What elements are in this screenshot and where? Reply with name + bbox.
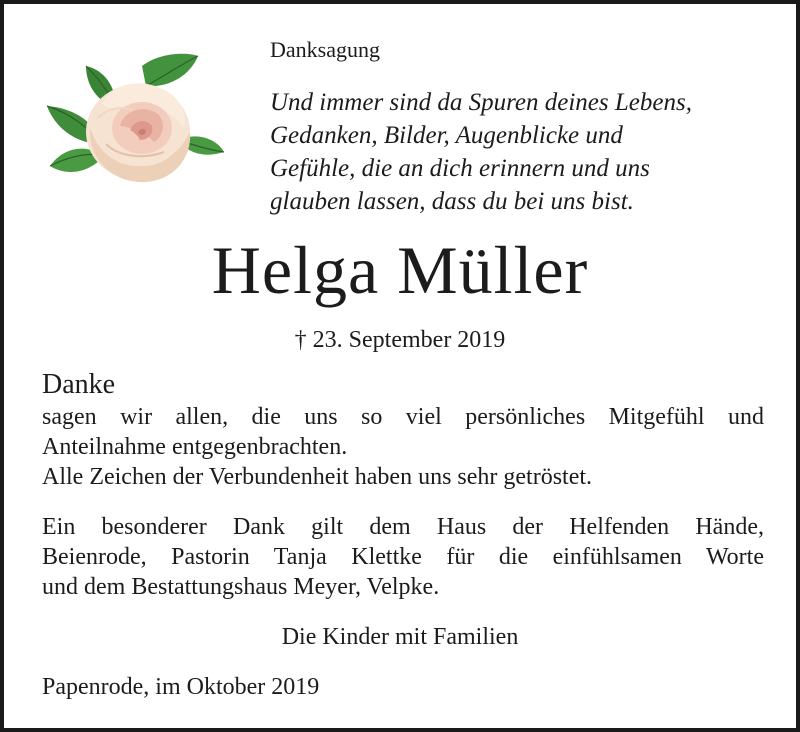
- thanks-title: Danke: [42, 369, 116, 400]
- poem-line: Und immer sind da Spuren deines Lebens,: [270, 89, 692, 116]
- poem-line: Gedanken, Bilder, Augenblicke und: [270, 122, 623, 149]
- paragraph-line: sagen wir allen, die uns so viel persönliches Mitgefühl und: [42, 404, 764, 430]
- paragraph-line: und dem Bestattungshaus Meyer, Velpke.: [42, 574, 440, 600]
- signature: Die Kinder mit Familien: [281, 624, 519, 650]
- rose-image: [42, 48, 228, 200]
- deceased-name: Helga Müller: [211, 232, 589, 308]
- place-and-date: Papenrode, im Oktober 2019: [42, 674, 320, 700]
- poem: [270, 86, 790, 218]
- paragraph-line: Ein besonderer Dank gilt dem Haus der Helfenden Hände,: [42, 514, 764, 540]
- paragraph-line: Alle Zeichen der Verbundenheit haben uns sehr getröstet.: [42, 464, 593, 490]
- poem-line: glauben lassen, dass du bei uns bist.: [270, 188, 634, 215]
- death-date: † 23. September 2019: [294, 327, 506, 353]
- paragraph-line: Anteilnahme entgegenbrachten.: [42, 434, 348, 460]
- heading-danksagung: Danksagung: [270, 37, 380, 62]
- thanks-paragraph-2: [42, 512, 764, 602]
- poem-line: Gefühle, die an dich erinnern und uns: [270, 155, 650, 182]
- paragraph-line: Beienrode, Pastorin Tanja Klettke für die einfühlsamen Worte: [42, 544, 764, 570]
- thanks-paragraph-1: [42, 402, 764, 492]
